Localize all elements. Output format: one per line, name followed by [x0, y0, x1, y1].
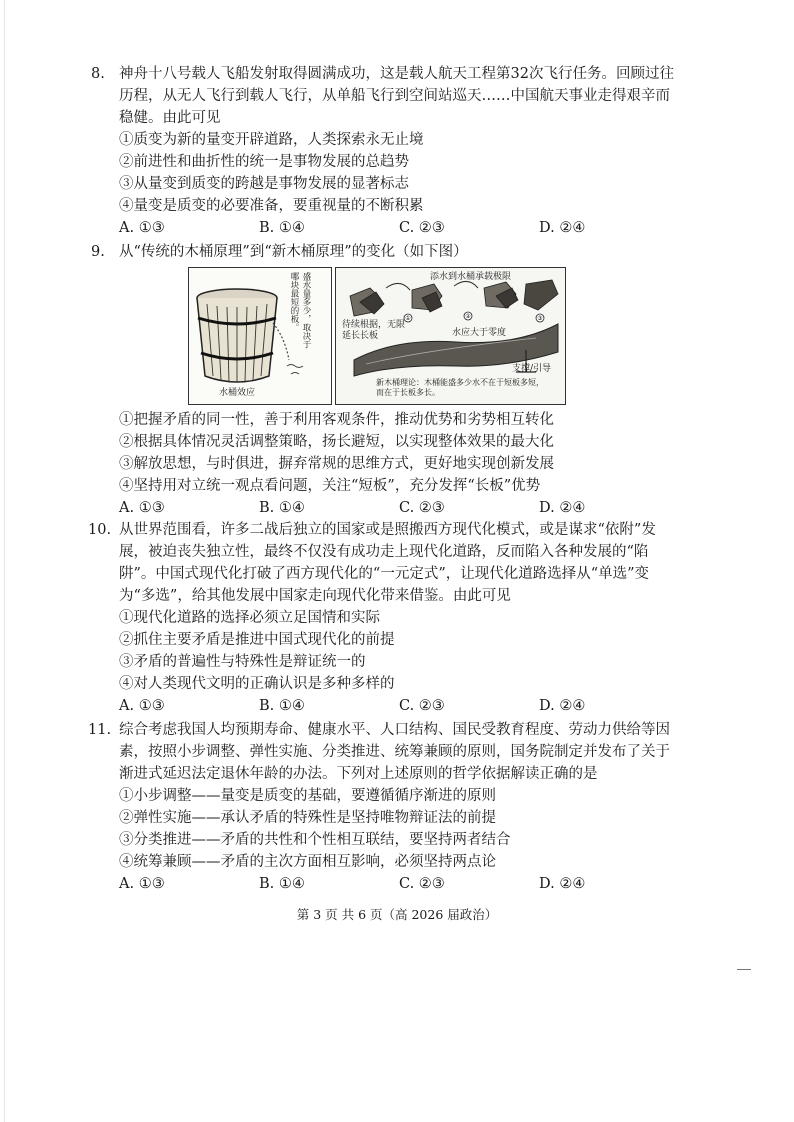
step-numbers [405, 313, 542, 322]
choice-a: A. ①③ [119, 500, 165, 516]
choice-c: C. ②③ [399, 698, 445, 714]
question-number: 9. [91, 244, 105, 260]
choice-c: C. ②③ [399, 500, 445, 516]
question-11 [88, 719, 683, 895]
choice-b: B. ①④ [259, 698, 305, 714]
choice-a: A. ①③ [119, 876, 165, 892]
statement-option: ③从量变到质变的跨越是事物发展的显著标志 [119, 176, 409, 192]
step-number-3: ③ [537, 315, 543, 322]
statement-option: ④量变是质变的必要准备，要重视量的不断积累 [119, 198, 424, 214]
right-label: 支撑/引导 [512, 364, 552, 374]
page-footer: 第 3 页 共 6 页（高 2026 届政治） [296, 907, 498, 922]
right-label: 水应大于零度 [452, 328, 507, 338]
question-stem: 从“传统的木桶原理”到“新木桶原理”的变化（如下图） [119, 244, 468, 260]
right-caption: 新木桶理论：木桶能盛多少水不在于短板多短，而在于长板多长。 [376, 378, 544, 397]
statement-option: ②抓住主要矛盾是推进中国式现代化的前提 [119, 632, 395, 648]
step-number-2: ② [465, 313, 471, 320]
question-8 [93, 63, 683, 239]
choice-b: B. ①④ [259, 500, 305, 516]
statement-option: ③分类推进——矛盾的共性和个性相互联结，要坚持两者结合 [119, 832, 511, 848]
right-label: 待续根据，无限延长长板 [342, 320, 406, 341]
statement-option: ④坚持用对立统一观点看问题，关注“短板”，充分发挥“长板”优势 [119, 478, 541, 494]
choice-d: D. ②④ [539, 220, 586, 236]
choice-b: B. ①④ [259, 876, 305, 892]
question-stem: 从世界范围看，许多二战后独立的国家或是照搬西方现代化模式，或是谋求“依附”发展，被迫丧失独立性，最终不仅没有成功走上现代化道路，反而陷入各种发展的“陷阱”。中国式现代化打破了西方现代化的“一元定式”，让现代化道路选择从“单选”变为“多选”，给其他发展中国家走向现代化带来借鉴。由此可见 [119, 522, 656, 604]
left-vertical-text: 盛水量多少，取决于 [301, 272, 311, 349]
right-title: 添水到水桶承载极限 [430, 272, 512, 282]
question-stem: 综合考虑我国人均预期寿命、健康水平、人口结构、国民受教育程度、劳动力供给等因素，按照小步调整、弹性实施、分类推进、统筹兼顾的原则，国务院制定并发布了关于渐进式延迟法定退休年龄的办法。下列对上述原则的哲学依据解读正确的是 [119, 722, 670, 782]
new-bucket-panel [335, 267, 566, 405]
statement-option: ④对人类现代文明的正确认识是多种多样的 [119, 676, 395, 692]
question-stem: 神舟十八号载人飞船发射取得圆满成功，这是载人航天工程第32次飞行任务。回顾过往历程，从无人飞行到载人飞行，从单船飞行到空间站巡天……中国航天事业走得艰辛而稳健。由此可见 [119, 66, 674, 126]
choice-d: D. ②④ [539, 876, 586, 892]
choice-c: C. ②③ [399, 220, 445, 236]
choice-b: B. ①④ [259, 220, 305, 236]
statement-option: ②根据具体情况灵活调整策略，扬长避短，以实现整体效果的最大化 [119, 434, 554, 450]
statement-option: ①小步调整——量变是质变的基础，要遵循循序渐进的原则 [119, 788, 496, 804]
question-number: 11. [88, 722, 112, 738]
statement-option: ③解放思想，与时俱进，摒弃常规的思维方式，更好地实现创新发展 [119, 456, 554, 472]
statement-option: ③矛盾的普遍性与特殊性是辩证统一的 [119, 654, 366, 670]
statement-option: ①把握矛盾的同一性，善于利用客观条件，推动优势和劣势相互转化 [119, 412, 554, 428]
statement-option: ①质变为新的量变开辟道路，人类探索永无止境 [119, 132, 424, 148]
statement-option: ④统筹兼顾——矛盾的主次方面相互影响，必须坚持两点论 [119, 854, 496, 870]
scan-mark [737, 969, 751, 970]
choice-a: A. ①③ [119, 698, 165, 714]
statement-option: ②弹性实施——承认矛盾的特殊性是坚持唯物辩证法的前提 [119, 810, 496, 826]
left-vertical-text: 哪块最短的板。 [289, 272, 299, 332]
choice-d: D. ②④ [539, 500, 586, 516]
question-number: 8. [91, 66, 105, 82]
question-10 [88, 519, 683, 717]
choice-d: D. ②④ [539, 698, 586, 714]
step-number-1: ① [405, 315, 411, 322]
answer-choices [119, 217, 683, 239]
answer-choices [119, 873, 683, 895]
statement-option: ②前进性和曲折性的统一是事物发展的总趋势 [119, 154, 409, 170]
question-9 [93, 241, 683, 519]
statement-option: ①现代化道路的选择必须立足国情和实际 [119, 610, 380, 626]
choice-c: C. ②③ [399, 876, 445, 892]
traditional-bucket-panel [188, 267, 332, 405]
left-caption: 水桶效应 [219, 388, 256, 398]
choice-a: A. ①③ [119, 220, 165, 236]
question-number: 10. [88, 522, 112, 538]
scan-edge [4, 0, 5, 1122]
answer-choices [119, 497, 683, 519]
answer-choices [119, 695, 683, 717]
bucket-figure [188, 267, 566, 405]
